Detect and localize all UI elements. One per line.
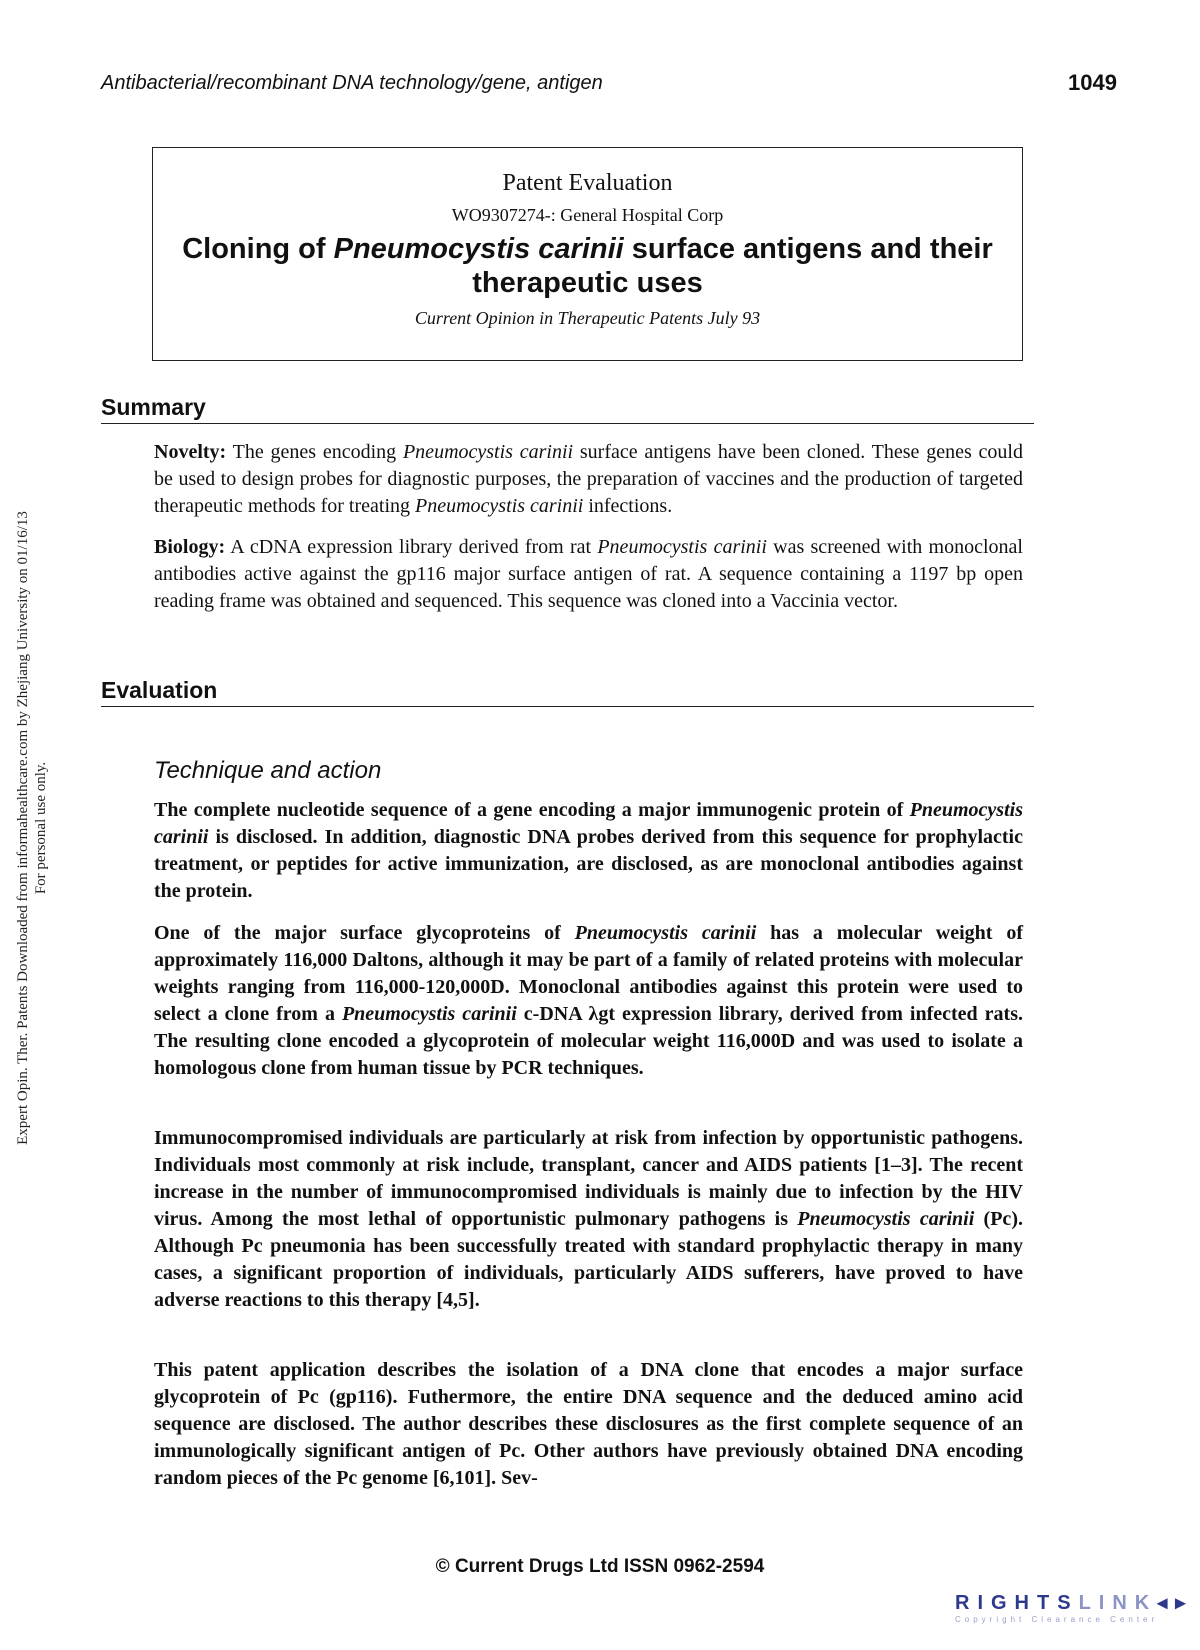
text-run: infections. xyxy=(583,495,673,517)
logo-part2: LINK xyxy=(1078,1592,1158,1614)
page-number: 1049 xyxy=(1068,70,1117,95)
subheading-technique: Technique and action xyxy=(154,757,382,784)
text-run: This patent application describes the isolation of a DNA clone that encodes a major surface glycoprotein of Pc (gp116). Futhermore, the entire DNA sequence and the deduced amino acid sequence are disclosed. The author describes these disclosures as the first complete sequence of an immunologically significant antigen of Pc. Other authors have previously obtained DNA encoding random pieces of the Pc genome [6,101]. Sev- xyxy=(154,1359,1023,1489)
italic-term: Pneumocystis carinii xyxy=(402,441,574,463)
text-run: Immunocompromised individuals are particularly at risk from infection by opportunistic pathogens. Individuals most commonly at risk include, transplant, cancer and AIDS patients [1–3]. The recent increase in the number of immunocompromised individuals is mainly due to infection by the HIV virus. Among the most lethal of opportunistic pulmonary pathogens is xyxy=(154,1127,1023,1230)
text-run: A cDNA expression library derived from rat xyxy=(225,536,598,558)
paragraph-eval-2 xyxy=(154,920,1023,1082)
text-run: surface antigens have been cloned. These genes could be used to design probes for diagnostic purposes, the preparation of vaccines and the production of targeted therapeutic methods for treating xyxy=(154,441,1023,517)
italic-term: Pneumocystis carinii xyxy=(574,922,757,944)
rightslink-logo[interactable] xyxy=(955,1590,1193,1624)
logo-part1: RIGHTS xyxy=(955,1592,1079,1614)
italic-term: Pneumocystis carinii xyxy=(154,799,1023,848)
italic-term: Pneumocystis carinii xyxy=(333,233,624,265)
italic-term: Pneumocystis carinii xyxy=(597,536,767,558)
running-header: Antibacterial/recombinant DNA technology/gene, antigen xyxy=(101,72,603,94)
side-download-note xyxy=(14,478,50,1178)
text-run: The genes encoding xyxy=(226,441,403,463)
run-in-label: Biology: xyxy=(154,536,226,558)
text-run: c-DNA λgt expression library, derived from infected rats. The resulting clone encoded a glycoprotein of molecular weight 116,000D and was used to isolate a homologous clone from human tissue by PCR techniques. xyxy=(154,1003,1023,1079)
section-heading-evaluation: Evaluation xyxy=(101,677,1034,707)
paragraph-eval-3 xyxy=(154,1125,1023,1314)
source-citation: Current Opinion in Therapeutic Patents July 93 xyxy=(414,308,761,328)
section-heading-summary: Summary xyxy=(101,394,1034,424)
side-note-line2: For personal use only. xyxy=(33,761,49,895)
text-run: has a molecular weight of approximately 116,000 Daltons, although it may be part of a family of related proteins with molecular weights ranging from 116,000-120,000D. Monoclonal antibodies against this protein were used to select a clone from a xyxy=(154,922,1023,1025)
paragraph-eval-4 xyxy=(154,1357,1023,1492)
footer-copyright: © Current Drugs Ltd ISSN 0962-2594 xyxy=(435,1556,765,1577)
paragraph-biology xyxy=(154,534,1023,615)
text-run: The complete nucleotide sequence of a gene encoding a major immunogenic protein of xyxy=(154,799,910,821)
text-run: Cloning of xyxy=(182,233,334,265)
italic-term: Pneumocystis carinii xyxy=(415,495,584,517)
italic-term: Pneumocystis carinii xyxy=(341,1003,517,1025)
box-kind: Patent Evaluation xyxy=(502,170,673,196)
paragraph-novelty xyxy=(154,439,1023,520)
logo-tagline: Copyright Clearance Center xyxy=(955,1615,1159,1624)
text-run: (Pc). Although Pc pneumonia has been successfully treated with standard prophylactic therapy in many cases, a significant proportion of individuals, particularly AIDS sufferers, have proved to have adverse reactions to this therapy [4,5]. xyxy=(154,1208,1023,1311)
text-run: is disclosed. In addition, diagnostic DNA probes derived from this sequence for prophylactic treatment, or peptides for active immunization, are disclosed, as are monoclonal antibodies against the protein. xyxy=(154,826,1023,902)
logo-arrow-icon: ◂▸ xyxy=(1157,1592,1194,1614)
text-run: surface antigens and their therapeutic uses xyxy=(472,233,993,299)
article-title xyxy=(153,232,1022,300)
paragraph-eval-1 xyxy=(154,797,1023,905)
patent-evaluation-box xyxy=(152,147,1023,361)
side-note-line1: Expert Opin. Ther. Patents Downloaded from informahealthcare.com by Zhejiang University on 01/16/13 xyxy=(15,511,31,1145)
run-in-label: Novelty: xyxy=(154,441,227,463)
italic-term: Pneumocystis carinii xyxy=(797,1208,975,1230)
text-run: One of the major surface glycoproteins of xyxy=(154,922,575,944)
patent-number: WO9307274-: General Hospital Corp xyxy=(451,205,724,225)
text-run: was screened with monoclonal antibodies active against the gp116 major surface antigen of rat. A sequence containing a 1197 bp open reading frame was obtained and sequenced. This sequence was cloned into a Vaccinia vector. xyxy=(154,536,1023,612)
